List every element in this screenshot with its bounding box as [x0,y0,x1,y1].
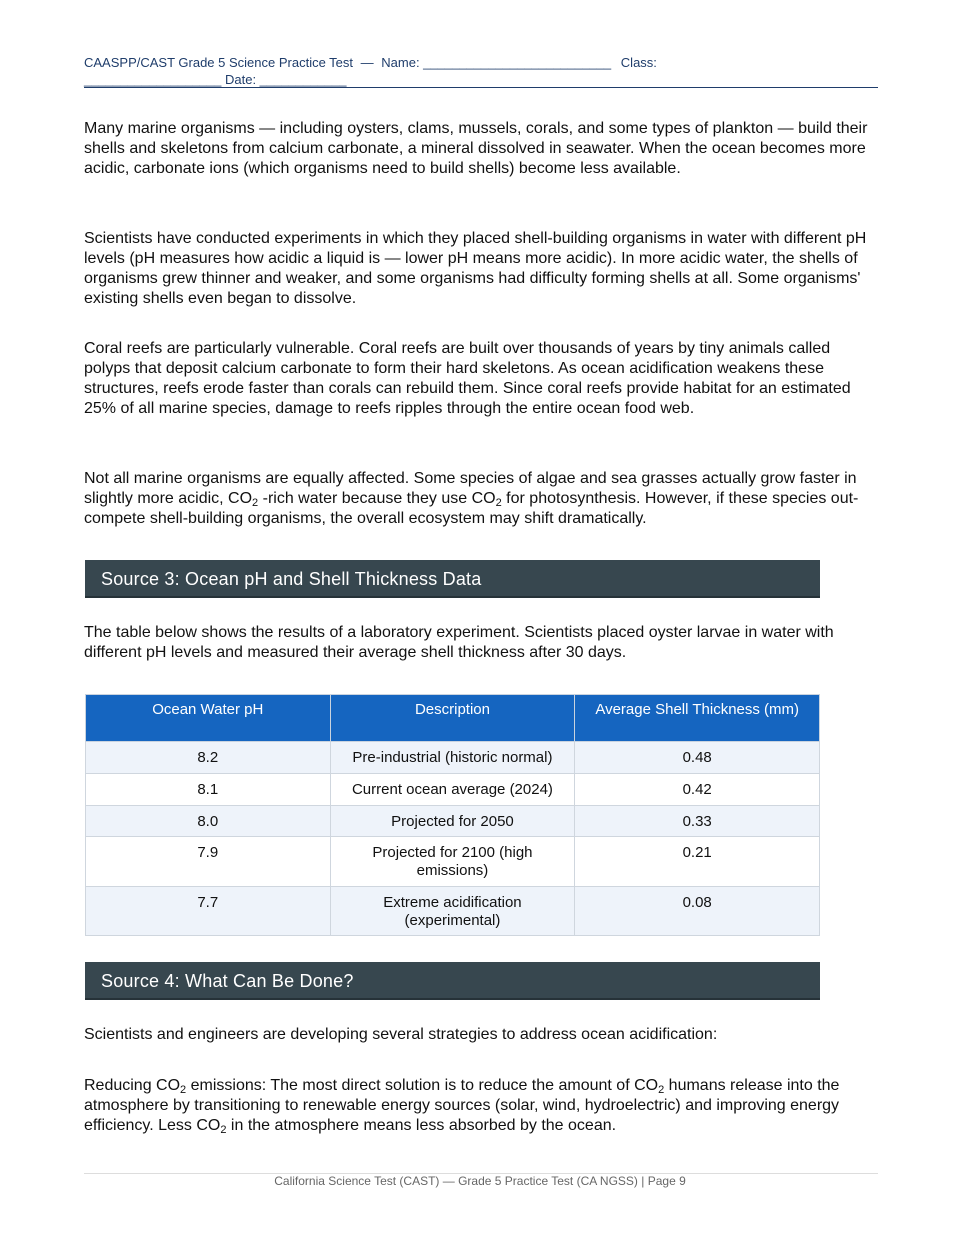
paragraph-coral-reefs: Coral reefs are particularly vulnerable. Coral reefs are built over thousands of years by tiny animals called polyps that deposit calcium carbonate to form their hard skeletons. As ocean acidification weakens these structures, reefs erode faster than corals can rebuild them. Since coral reefs provide habitat for an estimated 25% of all marine species, damage to reefs ripples through the entire ocean food web. [84,340,851,417]
subscript-two: 2 [495,497,502,509]
table-cell: Projected for 2050 [330,806,575,837]
emissions-text-2: emissions: The most direct solution is to reduce the amount of CO [186,1077,659,1094]
source3-intro: The table below shows the results of a laboratory experiment. Scientists placed oyster larvae in water with different pH levels and measured their average shell thickness after 30 days. [84,624,834,661]
subscript-two: 2 [220,1124,227,1136]
emissions-text-4: in the atmosphere means less absorbed by the ocean. [226,1117,617,1134]
table-cell: Pre-industrial (historic normal) [330,742,575,774]
source4-intro: Scientists and engineers are developing several strategies to address ocean acidification: [84,1026,718,1043]
column-header-ph: Ocean Water pH [86,695,331,742]
class-field: Class: [620,55,657,70]
table-row [86,806,820,837]
column-header-thickness: Average Shell Thickness (mm) [575,695,820,742]
paragraph-algae [84,469,874,529]
table-row [86,742,820,774]
emissions-text-1: Reducing CO [84,1077,181,1094]
paragraph-reducing-emissions [84,1076,874,1136]
source3-heading: Source 3: Ocean pH and Shell Thickness Data [85,560,820,598]
subscript-two: 2 [180,1084,187,1096]
test-title: CAASPP/CAST Grade 5 Science Practice Test [84,55,354,70]
table-cell: Projected for 2100 (high emissions) [330,837,575,887]
subscript-two: 2 [252,497,259,509]
table-cell: 7.7 [86,887,331,936]
table-header-row [86,695,820,742]
table-cell: 8.0 [86,806,331,837]
table-cell: 7.9 [86,837,331,887]
header-divider [84,87,878,88]
table-cell: 0.08 [575,887,820,936]
table-row [86,774,820,806]
table-cell: 0.42 [575,774,820,806]
table-cell: 0.48 [575,742,820,774]
paragraph-experiments: Scientists have conducted experiments in which they placed shell-building organisms in water with different pH levels (pH measures how acidic a liquid is — lower pH means more acidic). In more acidic water, the shells of organisms grew thinner and weaker, and some organisms had difficulty forming shells at all. Some organisms' existing shells even began to dissolve. [84,230,867,307]
subscript-two: 2 [658,1084,665,1096]
table-row [86,887,820,936]
table-cell: 8.2 [86,742,331,774]
page-header [84,54,878,88]
algae-text-1: Not all marine organisms are equally affected. Some species of algae and sea grasses actually grow faster in slightly more acidic, CO [84,470,857,507]
column-header-description: Description [330,695,575,742]
table-cell: Current ocean average (2024) [330,774,575,806]
table-cell: 0.21 [575,837,820,887]
date-field: ___________________ Date: ____________ [84,72,347,87]
paragraph-calcium-carbonate: Many marine organisms — including oysters, clams, mussels, corals, and some types of plankton — build their shells and skeletons from calcium carbonate, a mineral dissolved in seawater. When the ocean becomes more acidic, carbonate ions (which organisms need to build shells) become less available. [84,120,868,177]
algae-text-3: for photosynthesis. However, if these species out-compete shell-building organisms, the overall ecosystem may shift dramatically. [84,490,859,527]
emissions-text-3: humans release into the atmosphere by transitioning to renewable energy sources (solar, wind, hydroelectric) and improving energy efficiency. Less CO [84,1077,840,1134]
name-field: Name: __________________________ [381,55,612,70]
table-cell: 0.33 [575,806,820,837]
algae-text-2: -rich water because they use CO [258,490,496,507]
shell-thickness-table [85,694,820,936]
table-cell: 8.1 [86,774,331,806]
table-row [86,837,820,887]
source4-heading: Source 4: What Can Be Done? [85,962,820,1000]
page-footer: California Science Test (CAST) — Grade 5 Practice Test (CA NGSS) | Page 9 [274,1174,686,1188]
header-dash: — [360,55,374,70]
table-cell: Extreme acidification (experimental) [330,887,575,936]
